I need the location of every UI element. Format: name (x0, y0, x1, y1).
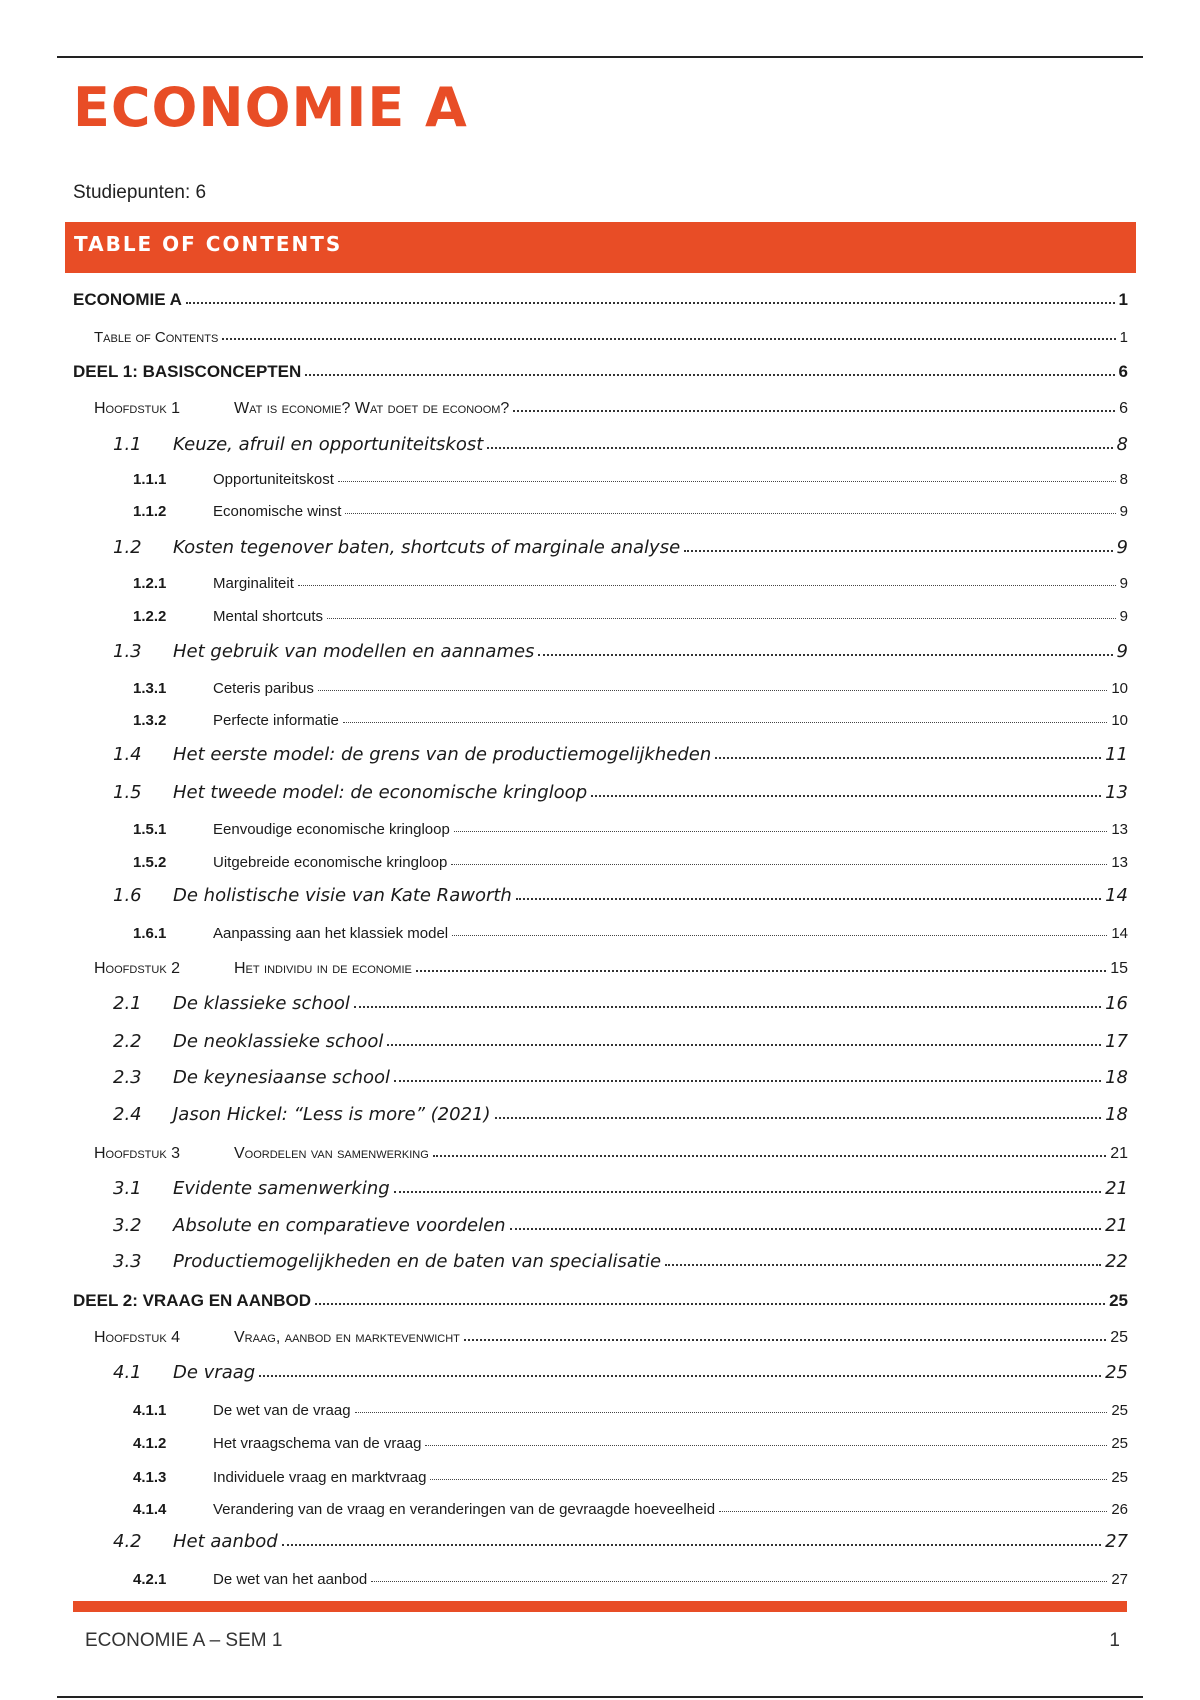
toc-leader-dots (315, 1303, 1105, 1305)
toc-entry[interactable] (73, 1321, 1128, 1347)
toc-entry[interactable] (73, 1526, 1128, 1552)
toc-entry[interactable] (73, 429, 1128, 455)
toc-entry-label[interactable]: Het eerste model: de grens van de productiemogelijkheden (173, 744, 712, 765)
toc-entry-page: 6 (1118, 362, 1128, 381)
toc-entry-page: 18 (1105, 1067, 1128, 1088)
toc-entry-label[interactable]: De vraag (173, 1362, 256, 1383)
toc-leader-dots (343, 722, 1107, 723)
toc-entry-number: 4.1 (113, 1362, 142, 1383)
toc-entry-page: 11 (1105, 744, 1128, 765)
toc-entry-label[interactable]: Aanpassing aan het klassiek model (213, 925, 449, 942)
toc-entry-number: 1.1 (113, 434, 142, 455)
toc-entry-label[interactable]: Marginaliteit (213, 575, 294, 592)
toc-heading: TABLE OF CONTENTS (65, 222, 1136, 273)
toc-entry-page: 14 (1105, 885, 1128, 906)
toc-entry-page: 25 (1111, 1435, 1128, 1452)
toc-entry-page: 25 (1111, 1469, 1128, 1486)
toc-leader-dots (516, 898, 1101, 900)
toc-entry[interactable] (73, 739, 1128, 765)
toc-leader-dots (538, 654, 1112, 656)
studiepunten-label: Studiepunten: 6 (73, 182, 207, 203)
toc-entry-page: 9 (1116, 641, 1128, 662)
toc-entry-number: 3.3 (113, 1251, 142, 1272)
toc-entry-label[interactable]: ECONOMIE A (73, 290, 182, 309)
toc-leader-dots (591, 795, 1101, 797)
toc-entry[interactable] (73, 916, 1128, 942)
toc-entry-number: 2.4 (113, 1104, 142, 1125)
toc-leader-dots (387, 1044, 1101, 1046)
toc-entry-number: 1.5 (113, 782, 142, 803)
toc-entry[interactable] (73, 1393, 1128, 1419)
toc-leader-dots (425, 1445, 1107, 1446)
toc-entry-number: 4.1.3 (133, 1469, 167, 1486)
toc-entry[interactable] (73, 284, 1128, 310)
toc-leader-dots (433, 1155, 1106, 1157)
toc-entry-number: Hoofdstuk 3 (94, 1145, 181, 1162)
toc-entry-label[interactable]: De holistische visie van Kate Raworth (173, 885, 512, 906)
toc-leader-dots (318, 690, 1107, 691)
toc-entry-label[interactable]: DEEL 2: VRAAG EN AANBOD (73, 1291, 312, 1310)
toc-entry[interactable] (73, 1062, 1128, 1088)
toc-entry[interactable] (73, 566, 1128, 592)
toc-leader-dots (452, 935, 1107, 936)
toc-entry-page: 16 (1105, 993, 1128, 1014)
toc-entry[interactable] (73, 1246, 1128, 1272)
toc-entry-number: 1.5.1 (133, 821, 167, 838)
toc-entry-number: 2.3 (113, 1067, 142, 1088)
toc-entry-page: 13 (1111, 821, 1128, 838)
toc-entry[interactable] (73, 462, 1128, 488)
toc-entry-page: 9 (1116, 537, 1128, 558)
toc-entry-label[interactable]: Perfecte informatie (213, 712, 339, 729)
toc-entry-number: 1.3.1 (133, 680, 167, 697)
toc-entry[interactable] (73, 1426, 1128, 1452)
toc-entry-number: 4.2.1 (133, 1571, 167, 1588)
toc-entry[interactable] (73, 880, 1128, 906)
toc-entry-label[interactable]: Individuele vraag en marktvraag (213, 1469, 427, 1486)
toc-entry[interactable] (73, 988, 1128, 1014)
toc-leader-dots (298, 585, 1116, 586)
toc-entry-page: 9 (1119, 503, 1128, 520)
toc-entry[interactable] (73, 599, 1128, 625)
toc-entry-page: 13 (1105, 782, 1128, 803)
toc-leader-dots (451, 864, 1107, 865)
toc-entry-label[interactable]: Uitgebreide economische kringloop (213, 854, 448, 871)
toc-entry-label[interactable]: Het individu in de economie (234, 960, 412, 977)
toc-entry[interactable] (73, 356, 1128, 382)
toc-entry-label[interactable]: Verandering van de vraag en veranderingen van de gevraagde hoeveelheid (213, 1501, 716, 1518)
toc-entry-number: 1.1.1 (133, 471, 167, 488)
toc-leader-dots (513, 410, 1115, 412)
toc-entry-label[interactable]: Het vraagschema van de vraag (213, 1435, 422, 1452)
toc-entry[interactable] (73, 494, 1128, 520)
toc-leader-dots (345, 513, 1115, 514)
toc-entry-page: 22 (1105, 1251, 1128, 1272)
toc-entry[interactable] (73, 671, 1128, 697)
toc-leader-dots (338, 481, 1116, 482)
toc-entry-page: 26 (1111, 1501, 1128, 1518)
toc-entry-label[interactable]: Kosten tegenover baten, shortcuts of marginale analyse (173, 537, 681, 558)
toc-leader-dots (719, 1511, 1107, 1512)
toc-entry-label[interactable]: Vraag, aanbod en marktevenwicht (234, 1329, 460, 1346)
toc-entry-label[interactable]: Evidente samenwerking (173, 1178, 390, 1199)
toc-entry-label[interactable]: DEEL 1: BASISCONCEPTEN (73, 362, 302, 381)
toc-entry-page: 9 (1119, 575, 1128, 592)
footer-page-number: 1 (1109, 1630, 1120, 1651)
toc-entry[interactable] (73, 1562, 1128, 1588)
toc-entry-number: 1.2 (113, 537, 142, 558)
toc-entry-page: 1 (1119, 329, 1128, 346)
toc-leader-dots (186, 302, 1115, 304)
footer-bar (73, 1601, 1127, 1612)
toc-entry[interactable] (73, 1492, 1128, 1518)
toc-entry[interactable] (73, 636, 1128, 662)
toc-entry-label[interactable]: Het gebruik van modellen en aannames (173, 641, 535, 662)
toc-leader-dots (305, 374, 1114, 376)
toc-entry-label[interactable]: Ceteris paribus (213, 680, 314, 697)
toc-leader-dots (430, 1479, 1107, 1480)
toc-entry-number: 4.1.1 (133, 1402, 167, 1419)
toc-leader-dots (684, 550, 1112, 552)
toc-leader-dots (327, 618, 1116, 619)
toc-entry-number: 1.6 (113, 885, 142, 906)
toc-leader-dots (371, 1581, 1107, 1582)
toc-entry-label[interactable]: Mental shortcuts (213, 608, 324, 625)
toc-entry-number: 4.2 (113, 1531, 142, 1552)
footer-title: ECONOMIE A – SEM 1 (85, 1630, 283, 1651)
toc-leader-dots (222, 338, 1115, 340)
toc-entry-number: 4.1.4 (133, 1501, 167, 1518)
toc-entry[interactable] (73, 532, 1128, 558)
toc-entry[interactable] (73, 952, 1128, 978)
toc-leader-dots (282, 1544, 1101, 1546)
toc-leader-dots (454, 831, 1107, 832)
toc-entry-label[interactable]: Table of Contents (94, 329, 219, 346)
toc-entry[interactable] (73, 1210, 1128, 1236)
toc-entry-number: 3.1 (113, 1178, 142, 1199)
toc-leader-dots (510, 1228, 1102, 1230)
toc-entry-label[interactable]: Voordelen van samenwerking (234, 1145, 429, 1162)
toc-entry-page: 10 (1111, 680, 1128, 697)
toc-entry-label[interactable]: Opportuniteitskost (213, 471, 334, 488)
toc-entry-label[interactable]: Jason Hickel: “Less is more” (2021) (173, 1104, 491, 1125)
toc-entry-number: 2.1 (113, 993, 142, 1014)
toc-entry-label[interactable]: De wet van de vraag (213, 1402, 351, 1419)
toc-entry[interactable] (73, 1173, 1128, 1199)
toc-entry-number: 1.3 (113, 641, 142, 662)
toc-entry-page: 25 (1105, 1362, 1128, 1383)
toc-entry-label[interactable]: Eenvoudige economische kringloop (213, 821, 450, 838)
toc-entry-number: Hoofdstuk 1 (94, 400, 181, 417)
toc-entry-number: 1.2.1 (133, 575, 167, 592)
toc-leader-dots (495, 1117, 1102, 1119)
toc-entry[interactable] (73, 812, 1128, 838)
toc-entry[interactable] (73, 777, 1128, 803)
toc-entry-page: 10 (1111, 712, 1128, 729)
toc-leader-dots (354, 1006, 1101, 1008)
toc-entry-page: 9 (1119, 608, 1128, 625)
toc-entry-page: 25 (1110, 1329, 1128, 1346)
toc-leader-dots (715, 757, 1101, 759)
toc-entry-page: 21 (1105, 1215, 1128, 1236)
toc-entry-number: Hoofdstuk 2 (94, 960, 181, 977)
toc-entry-page: 27 (1111, 1571, 1128, 1588)
toc-entry-page: 14 (1111, 925, 1128, 942)
toc-leader-dots (259, 1375, 1101, 1377)
toc-entry-label[interactable]: Absolute en comparatieve voordelen (173, 1215, 506, 1236)
toc-entry-page: 27 (1105, 1531, 1128, 1552)
toc-leader-dots (464, 1339, 1106, 1341)
toc-leader-dots (394, 1080, 1101, 1082)
toc-entry[interactable] (73, 1285, 1128, 1311)
toc-entry[interactable] (73, 392, 1128, 418)
toc-entry-page: 6 (1119, 400, 1128, 417)
toc-leader-dots (665, 1264, 1101, 1266)
toc-entry[interactable] (73, 1357, 1128, 1383)
toc-entry-page: 25 (1109, 1291, 1128, 1310)
toc-entry-number: 1.6.1 (133, 925, 167, 942)
toc-entry-number: 1.2.2 (133, 608, 167, 625)
toc-entry-number: 1.3.2 (133, 712, 167, 729)
toc-entry-number: 1.1.2 (133, 503, 167, 520)
toc-entry[interactable] (73, 1099, 1128, 1125)
toc-entry-label[interactable]: Het aanbod (173, 1531, 278, 1552)
toc-entry-page: 8 (1119, 471, 1128, 488)
toc-entry[interactable] (73, 1137, 1128, 1163)
toc-entry[interactable] (73, 1026, 1128, 1052)
toc-entry-label[interactable]: Het tweede model: de economische kringloop (173, 782, 588, 803)
toc-leader-dots (416, 970, 1106, 972)
toc-entry-label[interactable]: Keuze, afruil en opportuniteitskost (173, 434, 484, 455)
toc-entry-page: 25 (1111, 1402, 1128, 1419)
toc-entry[interactable] (73, 845, 1128, 871)
toc-entry-number: 4.1.2 (133, 1435, 167, 1452)
toc-entry-page: 18 (1105, 1104, 1128, 1125)
toc-leader-dots (394, 1191, 1101, 1193)
toc-entry-page: 15 (1110, 960, 1128, 977)
toc-entry-page: 1 (1118, 290, 1128, 309)
toc-entry-page: 8 (1116, 434, 1128, 455)
toc-entry[interactable] (73, 703, 1128, 729)
toc-entry[interactable] (73, 1460, 1128, 1486)
toc-entry-number: 3.2 (113, 1215, 142, 1236)
toc-entry-page: 13 (1111, 854, 1128, 871)
toc-entry-page: 21 (1105, 1178, 1128, 1199)
toc-entry[interactable] (73, 320, 1128, 346)
toc-entry-label[interactable]: De wet van het aanbod (213, 1571, 368, 1588)
toc-entry-number: Hoofdstuk 4 (94, 1329, 181, 1346)
top-rule (57, 56, 1143, 58)
toc-entry-number: 1.5.2 (133, 854, 167, 871)
toc-entry-label[interactable]: Productiemogelijkheden en de baten van specialisatie (173, 1251, 662, 1272)
toc-entry-number: 1.4 (113, 744, 142, 765)
toc-entry-label[interactable]: De neoklassieke school (173, 1031, 384, 1052)
toc-entry-label[interactable]: Wat is economie? Wat doet de econoom? (234, 400, 510, 417)
toc-leader-dots (355, 1412, 1108, 1413)
toc-entry-page: 17 (1105, 1031, 1128, 1052)
toc-entry-number: 2.2 (113, 1031, 142, 1052)
toc-entry-label[interactable]: De klassieke school (173, 993, 350, 1014)
toc-entry-page: 21 (1110, 1145, 1128, 1162)
document-title: ECONOMIE A (73, 76, 468, 139)
toc-entry-label[interactable]: Economische winst (213, 503, 342, 520)
toc-leader-dots (487, 447, 1112, 449)
toc-entry-label[interactable]: De keynesiaanse school (173, 1067, 391, 1088)
bottom-rule (57, 1696, 1143, 1698)
